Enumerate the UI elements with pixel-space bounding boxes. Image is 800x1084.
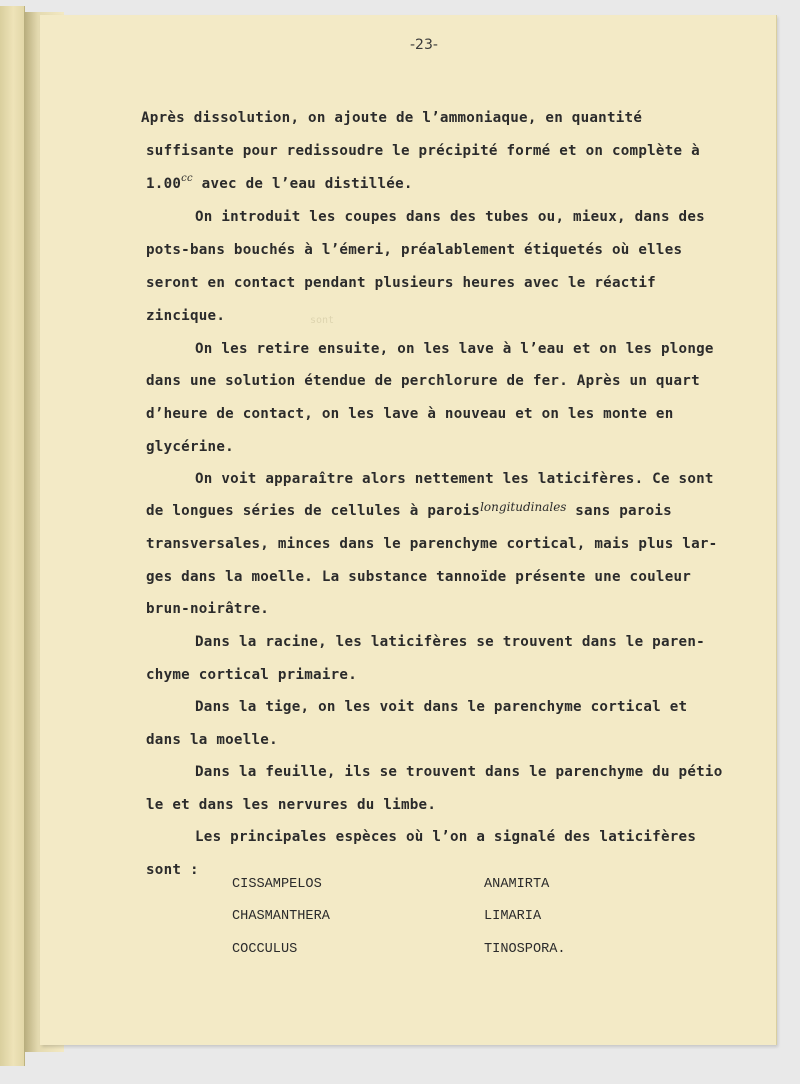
text-line: chyme cortical primaire.	[146, 667, 357, 683]
text-line: Dans la racine, les laticifères se trouvent dans le paren-	[195, 634, 705, 650]
species-name: CHASMANTHERA	[232, 909, 330, 924]
text-segment: de longues séries de cellules à parois	[146, 503, 481, 519]
text-line: Dans la feuille, ils se trouvent dans le parenchyme du pétio	[195, 764, 723, 780]
species-name: ANAMIRTA	[484, 877, 550, 892]
text-line: Après dissolution, on ajoute de l’ammoniaque, en quantité	[141, 110, 643, 126]
left-page-edge	[0, 6, 25, 1066]
text-line: brun-noirâtre.	[146, 601, 270, 617]
handwritten-insertion: longitudinales	[480, 500, 567, 514]
text-line	[146, 502, 672, 520]
species-name: LIMARIA	[484, 909, 542, 924]
text-line: ges dans la moelle. La substance tannoïde présente une couleur	[146, 569, 692, 585]
text-line: dans la moelle.	[146, 732, 278, 748]
text-line: On voit apparaître alors nettement les laticifères. Ce sont	[195, 471, 714, 487]
text-segment: 1.00	[146, 176, 182, 192]
text-line: transversales, minces dans le parenchyme cortical, mais plus lar-	[146, 536, 718, 552]
handwritten-superscript: cc	[181, 173, 193, 184]
page-number: -23-	[410, 37, 438, 53]
text-line: Dans la tige, on les voit dans le parenchyme cortical et	[195, 699, 688, 715]
document-page	[40, 15, 776, 1045]
text-line: zincique.	[146, 308, 226, 324]
faint-offset-text: sont	[310, 315, 335, 326]
text-line: pots-bans bouchés à l’émeri, préalablement étiquetés où elles	[146, 242, 683, 258]
text-line: Les principales espèces où l’on a signalé des laticifères	[195, 829, 697, 845]
text-line: seront en contact pendant plusieurs heures avec le réactif	[146, 275, 656, 291]
text-line: On introduit les coupes dans des tubes ou, mieux, dans des	[195, 209, 705, 225]
text-segment: sans parois	[566, 503, 672, 519]
species-name: COCCULUS	[232, 942, 298, 957]
text-line: sont :	[146, 862, 199, 878]
text-line: le et dans les nervures du limbe.	[146, 797, 437, 813]
species-name: TINOSPORA.	[484, 942, 566, 957]
text-line: glycérine.	[146, 439, 234, 455]
text-line: d’heure de contact, on les lave à nouveau et on les monte en	[146, 406, 674, 422]
text-line: On les retire ensuite, on les lave à l’eau et on les plonge	[195, 341, 714, 357]
text-line: suffisante pour redissoudre le précipité formé et on complète à	[146, 143, 700, 159]
text-segment: avec de l’eau distillée.	[192, 176, 413, 192]
species-name: CISSAMPELOS	[232, 877, 322, 892]
text-line	[146, 175, 413, 195]
text-line: dans une solution étendue de perchlorure de fer. Après un quart	[146, 373, 700, 389]
